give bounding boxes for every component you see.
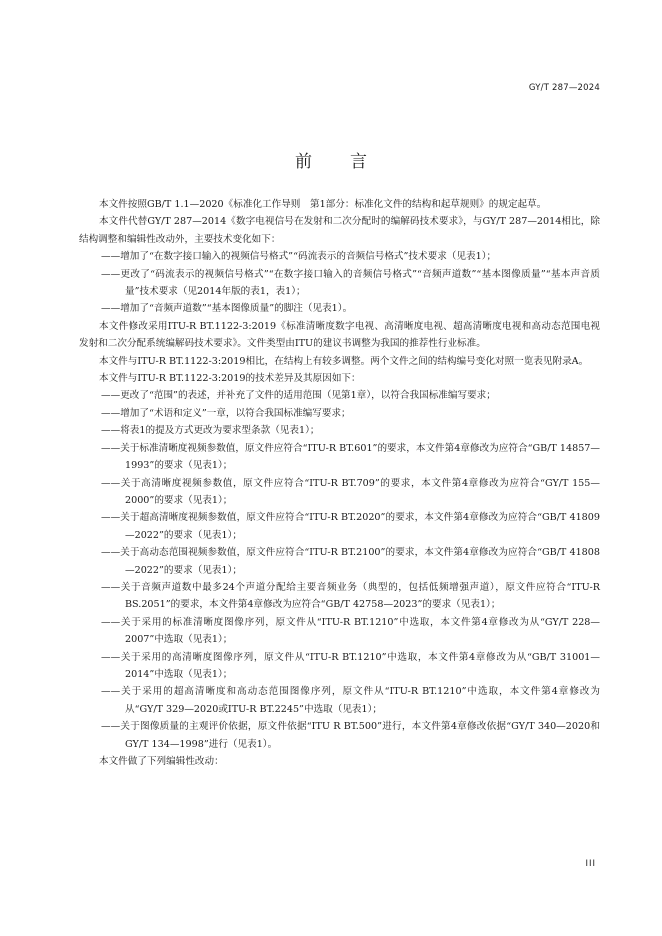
list-item: ——增加了“术语和定义”一章，以符合我国标准编写要求； <box>101 407 351 419</box>
list-item: ——将表1的提及方式更改为要求型条款（见表1）； <box>101 425 320 437</box>
list-item: ——关于采用的高清晰度图像序列，原文件从“ITU-R BT.1210”中选取，本文件第4章修改为从“GB/T 31001—2014”中选取（见表1）； <box>101 651 600 680</box>
paragraph: 本文件修改采用ITU-R BT.1122-3:2019《标准清晰度数字电视、高清晰度电视、超高清晰度电视和高动态范围电视发射和二次分配系统编解码技术要求》。文件类型由ITU的建议书调整为我国的推荐性行业标准。 <box>79 320 600 350</box>
list-item: ——更改了“范围”的表述，并补充了文件的适用范围（见第1章），以符合我国标准编写要求； <box>101 390 496 402</box>
paragraph: 本文件做了下列编辑性改动： <box>99 756 224 767</box>
paragraph: 本文件与ITU-R BT.1122-3:2019的技术差异及其原因如下： <box>99 373 361 385</box>
page-title: 前言 <box>295 152 405 172</box>
paragraph: 本文件代替GY/T 287—2014《数字电视信号在发射和二次分配时的编解码技术要求》，与GY/T 287—2014相比，除结构调整和编辑性改动外，主要技术变化如下： <box>79 216 600 245</box>
list-item: ——关于采用的标准清晰度图像序列，原文件从“ITU-R BT.1210”中选取，本文件第4章修改为从“GY/T 228—2007”中选取（见表1）； <box>101 616 600 646</box>
paragraph: 本文件按照GB/T 1.1—2020《标准化工作导则 第1部分：标准化文件的结构和起草规则》的规定起草。 <box>99 199 547 210</box>
page-number: III <box>585 859 596 869</box>
list-item: ——关于超高清晰度视频参数值，原文件应符合“ITU-R BT.2020”的要求，本文件第4章修改为应符合“GB/T 41809—2022”的要求（见表1）； <box>101 512 600 541</box>
list-item: ——增加了“音频声道数”“基本图像质量”的脚注（见表1）。 <box>101 303 353 315</box>
standard-code: GY/T 287—2024 <box>528 83 600 93</box>
list-item: ——关于高动态范围视频参数值，原文件应符合“ITU-R BT.2100”的要求，本文件第4章修改为应符合“GB/T 41808—2022”的要求（见表1）； <box>101 547 600 576</box>
list-item: ——关于音频声道数中最多24个声道分配给主要音频业务（典型的，包括低频增强声道），原文件应符合“ITU-R BS.2051”的要求，本文件第4章修改为应符合“GB/T 42758—2023”的要求（见表1）； <box>101 581 600 611</box>
list-item: ——关于图像质量的主观评价依据，原文件依据“ITU R BT.500”进行，本文件第4章修改依据“GY/T 340—2020和GY/T 134—1998”进行（见表1）。 <box>101 721 600 750</box>
list-item: ——更改了“码流表示的视频信号格式”“在数字接口输入的音频信号格式”“音频声道数”“基本图像质量”“基本声音质量”技术要求（见2014年版的表1，表1）； <box>101 268 600 298</box>
list-item: ——关于标准清晰度视频参数值，原文件应符合“ITU-R BT.601”的要求，本文件第4章修改为应符合“GB/T 14857—1993”的要求（见表1）； <box>101 442 600 472</box>
list-item: ——关于采用的超高清晰度和高动态范围图像序列，原文件从“ITU-R BT.1210”中选取，本文件第4章修改为从“GY/T 329—2020或ITU-R BT.2245”中选取（见表1）； <box>101 686 600 715</box>
paragraph: 本文件与ITU-R BT.1122-3:2019相比，在结构上有较多调整。两个文件之间的结构编号变化对照一览表见附录A。 <box>99 355 589 367</box>
foreword-body <box>79 196 600 770</box>
list-item: ——增加了“在数字接口输入的视频信号格式”“码流表示的音频信号格式”技术要求（见表1）； <box>101 251 497 263</box>
list-item: ——关于高清晰度视频参数值，原文件应符合“ITU-R BT.709”的要求，本文件第4章修改为应符合“GY/T 155—2000”的要求（见表1）； <box>101 477 600 506</box>
